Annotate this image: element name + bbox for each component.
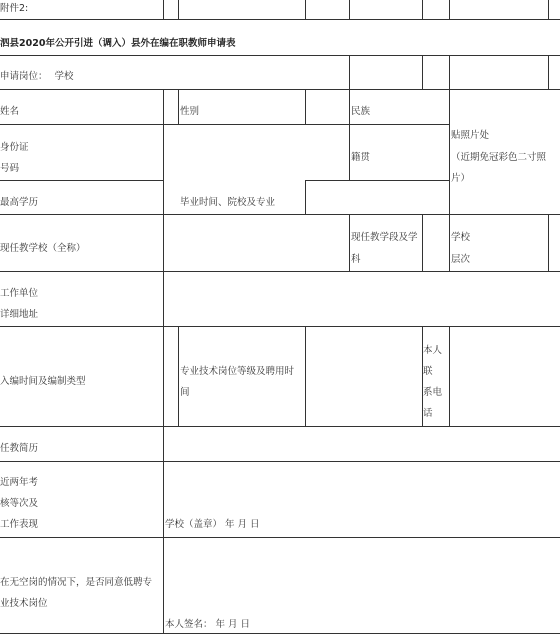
form-title: 泗县2020年公开引进（调入）县外在编在职教师申请表 [0,38,236,49]
row-rule [0,426,560,427]
contact-line4: 话 [423,408,433,419]
col-rule [449,55,450,89]
school-level-line1: 学校 [451,232,471,243]
current-school-label: 现任教学校（全称） [0,243,86,254]
signature: 本人签名： 年 月 日 [165,619,251,630]
col-rule [178,326,179,426]
lower-hire-line2: 业技术岗位 [0,598,48,609]
photo-note: （近期免冠彩色二寸照片） [451,152,547,184]
row-rule [0,55,560,56]
col-rule [349,55,350,89]
professional-title-line2: 间 [180,387,190,398]
col-rule [349,89,350,180]
col-rule [548,214,549,271]
top-divider [422,0,423,19]
top-divider [163,0,164,19]
col-rule [548,55,549,89]
native-place-label: 籍贯 [351,152,371,163]
school-level-line2: 层次 [451,254,471,265]
col-rule [305,89,306,124]
row-rule [0,89,560,90]
entry-time-label: 入编时间及编制类型 [0,376,86,387]
position-label [0,66,74,88]
row-rule [0,124,449,125]
assessment-line1: 近两年考 [0,477,39,488]
row-rule [0,537,560,538]
current-stage-line1: 现任教学段及学 [351,232,418,243]
graduation-label: 毕业时间、院校及专业 [180,197,276,208]
assessment-line3: 工作表现 [0,519,39,530]
id-label-line1: 身份证 [0,142,29,153]
col-rule [449,214,450,271]
top-divider [548,0,549,19]
row-rule [0,214,560,215]
col-rule [422,214,423,271]
current-stage-line2: 科 [351,254,361,265]
position-value: 学校 [54,71,74,82]
photo-label: 贴照片处 [451,130,490,141]
attachment-label: 附件2: [0,3,29,14]
name-label: 姓名 [0,106,20,117]
contact-line3: 系电 [423,387,443,398]
teaching-history-label: 任教简历 [0,443,39,454]
contact-line1: 本人 [423,345,443,356]
contact-line2: 联 [423,366,433,377]
row-rule [305,180,449,181]
assessment-line2: 核等次及 [0,498,39,509]
col-rule [422,55,423,89]
top-divider [349,0,350,19]
col-rule [305,180,306,214]
position-label-text: 申请岗位： [0,71,48,82]
row-rule [0,461,560,462]
col-rule [349,214,350,271]
col-rule [178,89,179,124]
gender-label: 性别 [180,106,200,117]
top-divider [178,0,179,19]
ethnicity-label: 民族 [351,106,371,117]
col-rule [449,326,450,426]
education-label: 最高学历 [0,197,39,208]
col-rule [449,89,450,214]
work-unit-line1: 工作单位 [0,288,39,299]
col-rule [163,89,164,633]
school-seal: 学校（盖章） 年 月 日 [165,519,260,530]
top-divider [449,0,450,19]
top-divider [305,0,306,19]
top-rule [0,19,560,20]
lower-hire-line1: 在无空岗的情况下，是否同意低聘专 [0,577,153,588]
id-label-line2: 号码 [0,163,20,174]
row-rule [0,271,560,272]
row-rule [0,180,163,181]
row-rule [0,326,560,327]
col-rule [305,326,306,426]
work-unit-line2: 详细地址 [0,309,39,320]
professional-title-line1: 专业技术岗位等级及聘用时 [180,366,295,377]
